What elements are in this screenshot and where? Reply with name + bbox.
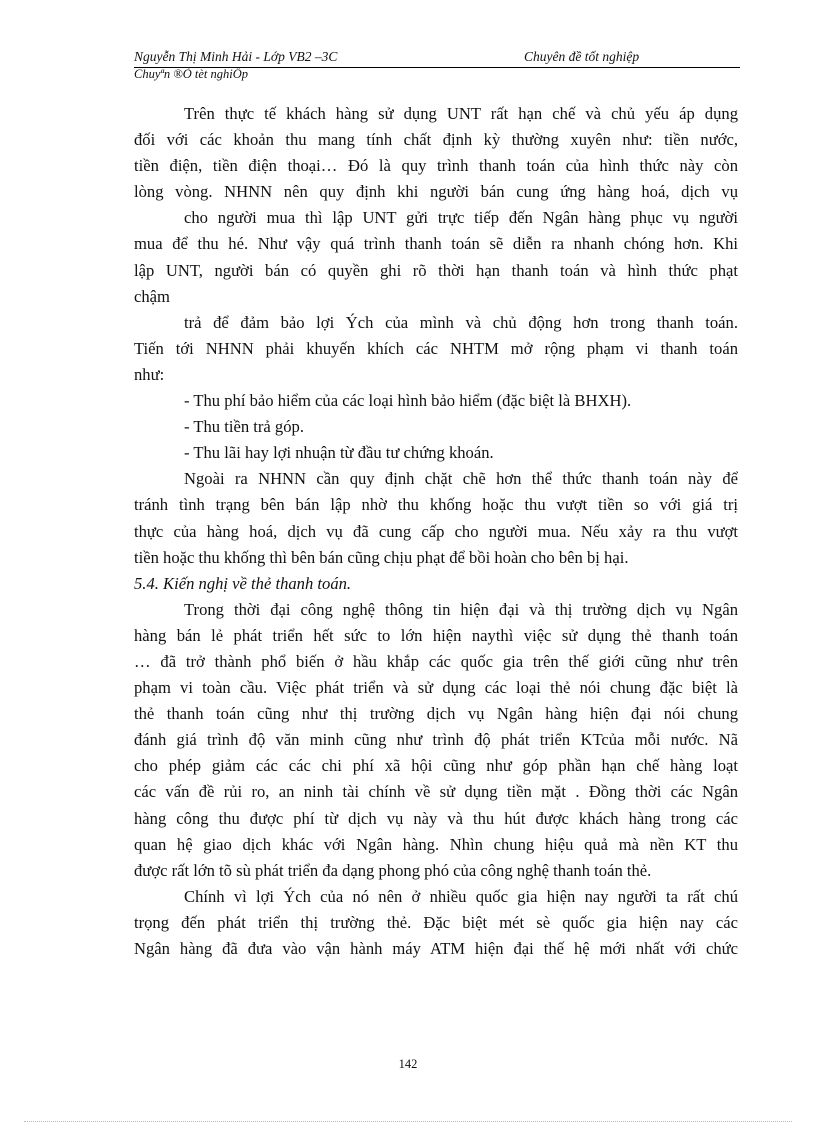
text-line: lòng vòng. NHNN nên quy định khi người bán cung ứng hàng hoá, dịch vụ <box>134 182 738 202</box>
text-line: các vấn đề rủi ro, an ninh tài chính về sử dụng tiền mặt . Đồng thời các Ngân <box>134 782 738 802</box>
page-number: 142 <box>398 1057 418 1071</box>
text-line: được rất lớn tõ sù phát triển đa dạng phong phó của công nghệ thanh toán thẻ. <box>134 860 652 880</box>
text-line: - Thu lãi hay lợi nhuận từ đầu tư chứng khoán. <box>184 443 494 463</box>
header-author: Nguyễn Thị Minh Hải - Lớp VB2 –3C <box>134 49 338 64</box>
text-line: quan hệ giao dịch khác với Ngân hàng. Nhìn chung hiệu quả mà nền KT thu <box>134 834 738 854</box>
document-body <box>134 101 738 962</box>
text-line: Trong thời đại công nghệ thông tin hiện đại và thị trường dịch vụ Ngân <box>184 599 738 619</box>
text-line: tránh tình trạng bên bán lập nhờ thu khống hoặc thu vượt tiền so với giá trị <box>134 495 738 515</box>
text-line: tiền điện, tiền điện thoại… Đó là quy trình thanh toán của hình thức này còn <box>134 156 738 176</box>
text-line: chậm <box>134 286 170 306</box>
page-bottom-border <box>24 1121 792 1122</box>
header-subtitle-garbled: Chuyªn ®Ò tèt nghiÖp <box>134 67 248 81</box>
text-line: mua để thu hé. Như vậy quá trình thanh toán sẽ diễn ra nhanh chóng hơn. Khi <box>134 234 738 254</box>
text-line: Ngoài ra NHNN cần quy định chặt chẽ hơn thể thức thanh toán này để <box>184 469 738 489</box>
text-line: cho phép giảm các các chi phí xã hội cũng như góp phần hạn chế hàng loạt <box>134 756 738 776</box>
text-line: thẻ thanh toán cũng như thị trường dịch vụ Ngân hàng hiện đại nói chung <box>134 704 738 724</box>
text-line: thực của hàng hoá, dịch vụ đã cung cấp cho người mua. Nếu xảy ra thu vượt <box>134 521 738 541</box>
text-line: Trên thực tế khách hàng sử dụng UNT rất hạn chế và chủ yếu áp dụng <box>184 104 738 123</box>
text-line: lập UNT, người bán có quyền ghi rõ thời hạn thanh toán và hình thức phạt <box>134 260 738 280</box>
header-title: Chuyên đề tốt nghiệp <box>524 49 640 64</box>
text-line: đối với các khoản thu mang tính chất định kỳ thường xuyên như: tiền nước, <box>134 130 738 150</box>
text-line: hàng công thu được phí từ dịch vụ này và thu hút được khách hàng trong các <box>134 808 738 828</box>
text-line: … đã trở thành phổ biến ở hầu khắp các quốc gia trên thế giới cũng như trên <box>134 651 738 671</box>
text-line: phạm vi toàn cầu. Việc phát triển và sử dụng các loại thẻ nói chung đặc biệt là <box>134 678 738 698</box>
text-line: Ngân hàng đã đưa vào vận hành máy ATM hiện đại thế hệ mới nhất với chức <box>134 939 738 958</box>
text-line: cho người mua thì lập UNT gửi trực tiếp đến Ngân hàng phục vụ người <box>184 208 738 228</box>
text-line: hàng bán lẻ phát triển hết sức to lớn hiện naythì việc sử dụng thẻ thanh toán <box>134 625 738 645</box>
text-line: trọng đến phát triển thị trường thẻ. Đặc biệt mét sè quốc gia hiện nay các <box>134 912 738 932</box>
text-line: trả để đảm bảo lợi Ých của mình và chủ động hơn trong thanh toán. <box>184 312 738 332</box>
text-line: Chính vì lợi Ých của nó nên ở nhiều quốc gia hiện nay người ta rất chú <box>184 886 738 906</box>
text-line: - Thu phí bảo hiểm của các loại hình bảo hiểm (đặc biệt là BHXH). <box>184 391 632 411</box>
text-line: tiền hoặc thu khống thì bên bán cũng chịu phạt để bồi hoàn cho bên bị hại. <box>134 547 629 567</box>
text-line: đánh giá trình độ văn minh cũng như trình độ phát triển KTcủa mỗi nước. Nã <box>134 730 738 750</box>
text-line: như: <box>134 364 165 384</box>
section-heading: 5.4. Kiến nghị về thẻ thanh toán. <box>134 573 352 593</box>
page-header <box>134 47 740 81</box>
text-line: - Thu tiền trả góp. <box>184 417 304 437</box>
text-line: Tiến tới NHNN phải khuyến khích các NHTM mở rộng phạm vi thanh toán <box>134 338 738 358</box>
